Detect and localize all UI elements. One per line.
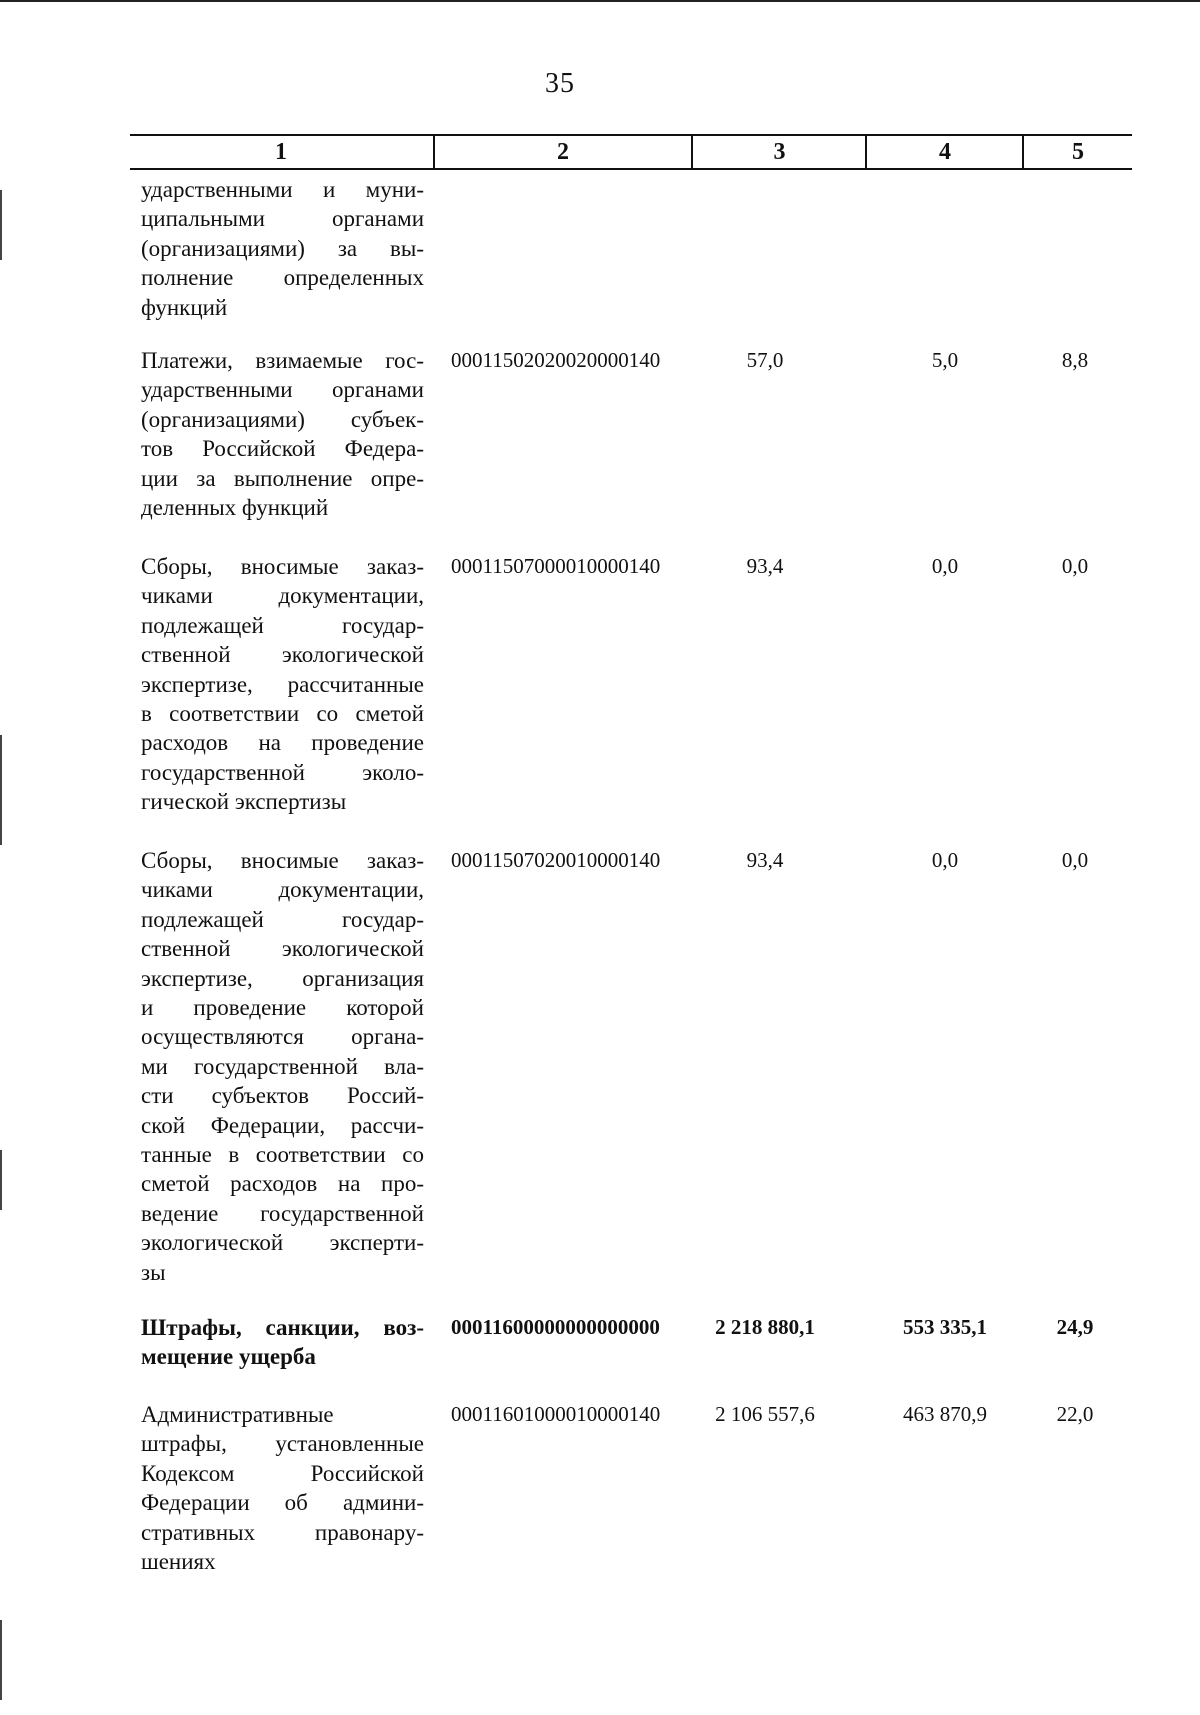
row-value-3: 2 218 880,1 xyxy=(715,1315,815,1339)
row-code: 00011507020010000140 xyxy=(451,848,661,872)
row-name-line: осуществляются органа- xyxy=(141,1024,424,1050)
row-name-line: Сборы, вносимые заказ- xyxy=(141,848,424,873)
row-value-3: 93,4 xyxy=(746,848,784,872)
row-name-line: стративных правонару- xyxy=(141,1519,424,1545)
scan-margin-mark xyxy=(0,735,2,845)
row-name-line: Административные xyxy=(141,1402,334,1427)
row-name-line: сти субъектов Россий- xyxy=(141,1083,424,1109)
row-name-line: мещение ущерба xyxy=(141,1344,316,1370)
scan-top-edge xyxy=(0,0,1200,2)
row-name-line: экспертизе, рассчитанные xyxy=(141,671,424,697)
row-value-4: 0,0 xyxy=(931,848,959,872)
row-name-line: ской Федерации, рассчи- xyxy=(141,1112,424,1138)
row-value-4: 553 335,1 xyxy=(903,1315,987,1339)
row-name-line: штрафы, установленные xyxy=(141,1431,424,1457)
row-name-line: (организациями) субъек- xyxy=(141,406,424,432)
row-name-line: ударственными органами xyxy=(141,377,424,403)
row-name-line: тов Российской Федера- xyxy=(141,436,424,462)
table-header xyxy=(130,134,1132,170)
column-header-4: 4 xyxy=(939,139,951,165)
row-name-line: Платежи, взимаемые гос- xyxy=(141,348,424,373)
row-value-3: 57,0 xyxy=(746,348,784,372)
row-value-5: 24,9 xyxy=(1056,1315,1094,1339)
column-header-3: 3 xyxy=(773,139,786,165)
row-name-line: ственной экологической xyxy=(141,642,424,668)
row-value-5: 22,0 xyxy=(1056,1402,1094,1426)
row-name-line: деленных функций xyxy=(141,495,329,521)
row-name xyxy=(141,1313,424,1372)
row-value-3: 93,4 xyxy=(746,554,784,578)
row-name-line: подлежащей государ- xyxy=(141,906,424,932)
column-header-5: 5 xyxy=(1072,139,1084,165)
row-code: 00011507000010000140 xyxy=(451,554,661,578)
row-name-line: и проведение которой xyxy=(141,995,424,1021)
row-name-line: экологической эксперти- xyxy=(141,1230,424,1256)
row-name-line: ципальными органами xyxy=(141,206,424,232)
row-code: 00011600000000000000 xyxy=(451,1315,660,1339)
row-name-line: ми государственной вла- xyxy=(141,1053,424,1079)
scan-margin-mark xyxy=(0,1150,2,1210)
row-name-line: государственной эколо- xyxy=(141,759,424,785)
row-value-4: 463 870,9 xyxy=(903,1402,987,1426)
scan-margin-mark xyxy=(0,190,2,260)
row-name-line: шениях xyxy=(141,1549,216,1575)
row-value-4: 5,0 xyxy=(931,348,959,372)
row-name-line: расходов на проведение xyxy=(141,730,424,756)
row-name xyxy=(141,175,424,322)
row-value-4: 0,0 xyxy=(931,554,959,578)
row-value-5: 8,8 xyxy=(1061,348,1089,372)
row-name-line: танные в соответствии со xyxy=(141,1142,424,1168)
row-value-5: 0,0 xyxy=(1061,554,1089,578)
row-name-line: сметой расходов на про- xyxy=(141,1171,424,1197)
row-name-line: гической экспертизы xyxy=(141,789,347,815)
row-name-line: функций xyxy=(141,294,228,320)
row-name xyxy=(141,846,424,1287)
row-name-line: подлежащей государ- xyxy=(141,612,424,638)
row-name-line: в соответствии со сметой xyxy=(141,701,424,727)
row-name-line: Кодексом Российской xyxy=(141,1460,424,1486)
row-name-line: ции за выполнение опре- xyxy=(141,465,424,491)
row-name-line: ударственными и муни- xyxy=(141,177,424,202)
row-name xyxy=(141,346,424,522)
row-name-line: полнение определенных xyxy=(141,265,424,291)
row-name-line: экспертизе, организация xyxy=(141,965,424,991)
row-name-line: ведение государственной xyxy=(141,1200,424,1226)
row-name xyxy=(141,552,424,817)
row-code: 00011502020020000140 xyxy=(451,348,661,372)
row-name-line: чиками документации, xyxy=(141,877,424,903)
row-name-line: зы xyxy=(141,1259,166,1285)
column-header-1: 1 xyxy=(275,139,287,165)
row-name-line: Федерации об админи- xyxy=(141,1490,424,1516)
row-name-line: ственной экологической xyxy=(141,936,424,962)
row-name-line: Штрафы, санкции, воз- xyxy=(141,1315,424,1340)
row-name xyxy=(141,1400,424,1576)
row-value-3: 2 106 557,6 xyxy=(715,1402,815,1426)
scan-margin-mark xyxy=(0,1620,2,1700)
row-name-line: (организациями) за вы- xyxy=(141,235,424,261)
row-name-line: Сборы, вносимые заказ- xyxy=(141,554,424,579)
row-value-5: 0,0 xyxy=(1061,848,1089,872)
page-number: 35 xyxy=(545,68,575,99)
row-name-line: чиками документации, xyxy=(141,583,424,609)
row-code: 00011601000010000140 xyxy=(451,1402,661,1426)
column-header-2: 2 xyxy=(557,139,569,165)
